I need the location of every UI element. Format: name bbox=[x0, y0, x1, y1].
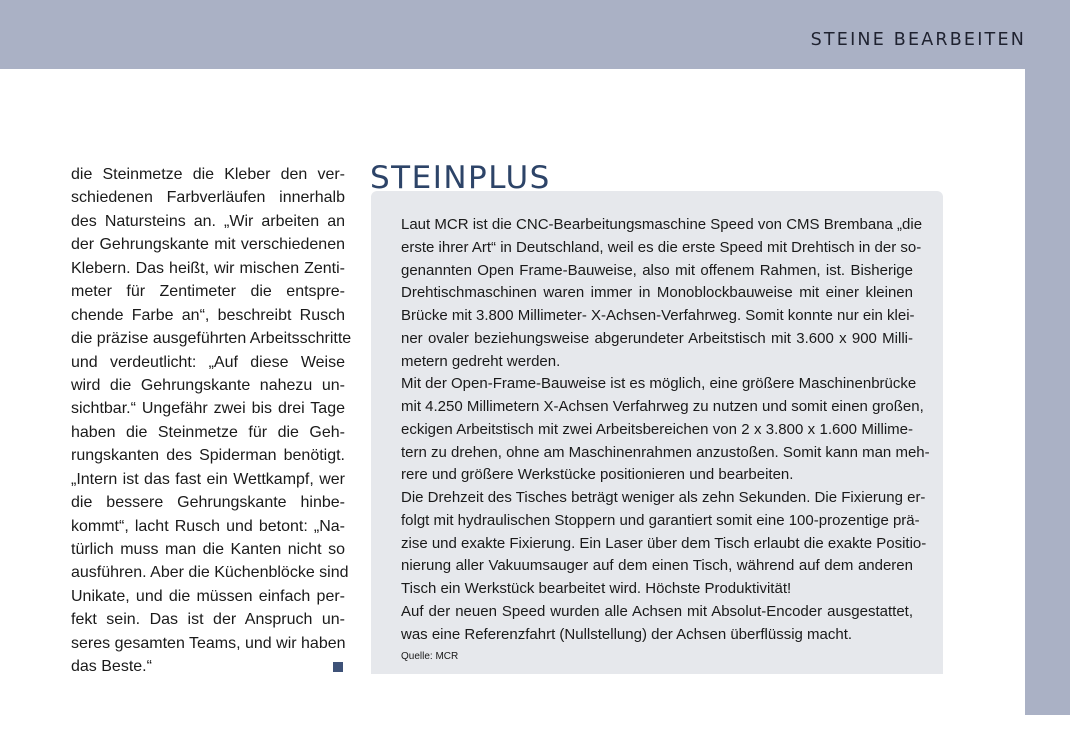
info-box-line: tern zu drehen, ohne am Maschinenrahmen anzustoßen. Somit kann man meh- bbox=[401, 443, 930, 461]
info-box-line: Drehtischmaschinen waren immer in Monoblockbauweise mit einer kleinen bbox=[401, 284, 913, 302]
side-band bbox=[1025, 69, 1070, 715]
info-box-line: eckigen Arbeitstisch mit zwei Arbeitsbereichen von 2 x 3.800 x 1.600 Millime- bbox=[401, 420, 913, 438]
end-of-article-square-icon bbox=[333, 662, 343, 672]
info-box-line: zise und exakte Fixierung. Ein Laser über dem Tisch erlaubt die exakte Positio- bbox=[401, 534, 927, 552]
info-box-line: Laut MCR ist die CNC-Bearbeitungsmaschine Speed von CMS Brembana „die bbox=[401, 216, 923, 233]
info-box-heading: STEINPLUS bbox=[370, 160, 551, 196]
info-box-line: erste ihrer Art“ in Deutschland, weil es die erste Speed mit Drehtisch in der so- bbox=[401, 238, 922, 256]
info-box-line: Die Drehzeit des Tisches beträgt weniger als zehn Sekunden. Die Fixierung er- bbox=[401, 489, 926, 506]
info-box-line: rere und größere Werkstücke positionieren und bearbeiten. bbox=[401, 466, 794, 484]
article-line: des Natursteins an. „Wir arbeiten an bbox=[71, 212, 345, 230]
article-line: fekt sein. Das ist der Anspruch un- bbox=[71, 611, 345, 629]
info-box-line: nierung aller Vakuumsauger auf dem einen Tisch, während auf dem anderen bbox=[401, 557, 913, 575]
article-line: Klebern. Das heißt, wir mischen Zenti- bbox=[71, 259, 345, 277]
info-box-line: Brücke mit 3.800 Millimeter- X-Achsen-Verfahrweg. Somit konnte nur ein klei- bbox=[401, 307, 915, 324]
article-line: schiedenen Farbverläufen innerhalb bbox=[71, 189, 345, 207]
article-line: meter für Zentimeter die entspre- bbox=[71, 283, 345, 301]
article-line: haben die Steinmetze für die Geh- bbox=[71, 423, 345, 441]
info-box-text bbox=[401, 214, 930, 646]
article-line: rungskanten des Spiderman benötigt. bbox=[71, 447, 345, 465]
info-box-line: metern gedreht werden. bbox=[401, 352, 561, 370]
article-line: sichtbar.“ Ungefähr zwei bis drei Tage bbox=[71, 400, 345, 418]
section-title: STEINE BEARBEITEN bbox=[810, 30, 1026, 50]
article-line: kommt“, lacht Rusch und betont: „Na- bbox=[71, 517, 345, 535]
article-line: türlich muss man die Kanten nicht so bbox=[71, 541, 345, 558]
article-line: Unikate, und die müssen einfach per- bbox=[71, 587, 345, 605]
info-box-line: Tisch ein Werkstück bearbeitet wird. Höchste Produktivität! bbox=[401, 580, 792, 597]
article-line: der Gehrungskante mit verschiedenen bbox=[71, 236, 345, 254]
info-box-line: Auf der neuen Speed wurden alle Achsen mit Absolut-Encoder ausgestattet, bbox=[401, 602, 913, 620]
info-box-line: was eine Referenzfahrt (Nullstellung) der Achsen überflüssig macht. bbox=[401, 625, 853, 643]
info-box-line: genannten Open Frame-Bauweise, also mit offenem Rahmen, ist. Bisherige bbox=[401, 261, 913, 279]
article-column bbox=[71, 163, 352, 679]
info-box-line: mit 4.250 Millimetern X-Achsen Verfahrweg zu nutzen und somit einen großen, bbox=[401, 398, 924, 415]
article-line: seres gesamten Teams, und wir haben bbox=[71, 634, 346, 652]
source-note: Quelle: MCR bbox=[401, 651, 459, 662]
article-line: ausführen. Aber die Küchenblöcke sind bbox=[71, 564, 349, 582]
article-line: die präzise ausgeführten Arbeitsschritte bbox=[71, 330, 352, 348]
article-line: und verdeutlicht: „Auf diese Weise bbox=[71, 353, 345, 371]
article-line: „Intern ist das fast ein Wettkampf, wer bbox=[71, 470, 345, 488]
info-box-line: Mit der Open-Frame-Bauweise ist es möglich, eine größere Maschinenbrücke bbox=[401, 375, 917, 393]
info-box-line: folgt mit hydraulischen Stoppern und garantiert somit eine 100-prozentige prä- bbox=[401, 511, 920, 529]
article-line: chende Farbe an“, beschreibt Rusch bbox=[71, 306, 345, 324]
article-line: wird die Gehrungskante nahezu un- bbox=[71, 376, 345, 394]
info-box-line: ner ovaler beziehungsweise abgerundeter Arbeitstisch mit 3.600 x 900 Milli- bbox=[401, 329, 913, 347]
article-line: das Beste.“ bbox=[71, 658, 152, 676]
article-line: die Steinmetze die Kleber den ver- bbox=[71, 166, 345, 183]
article-line: die bessere Gehrungskante hinbe- bbox=[71, 494, 345, 512]
